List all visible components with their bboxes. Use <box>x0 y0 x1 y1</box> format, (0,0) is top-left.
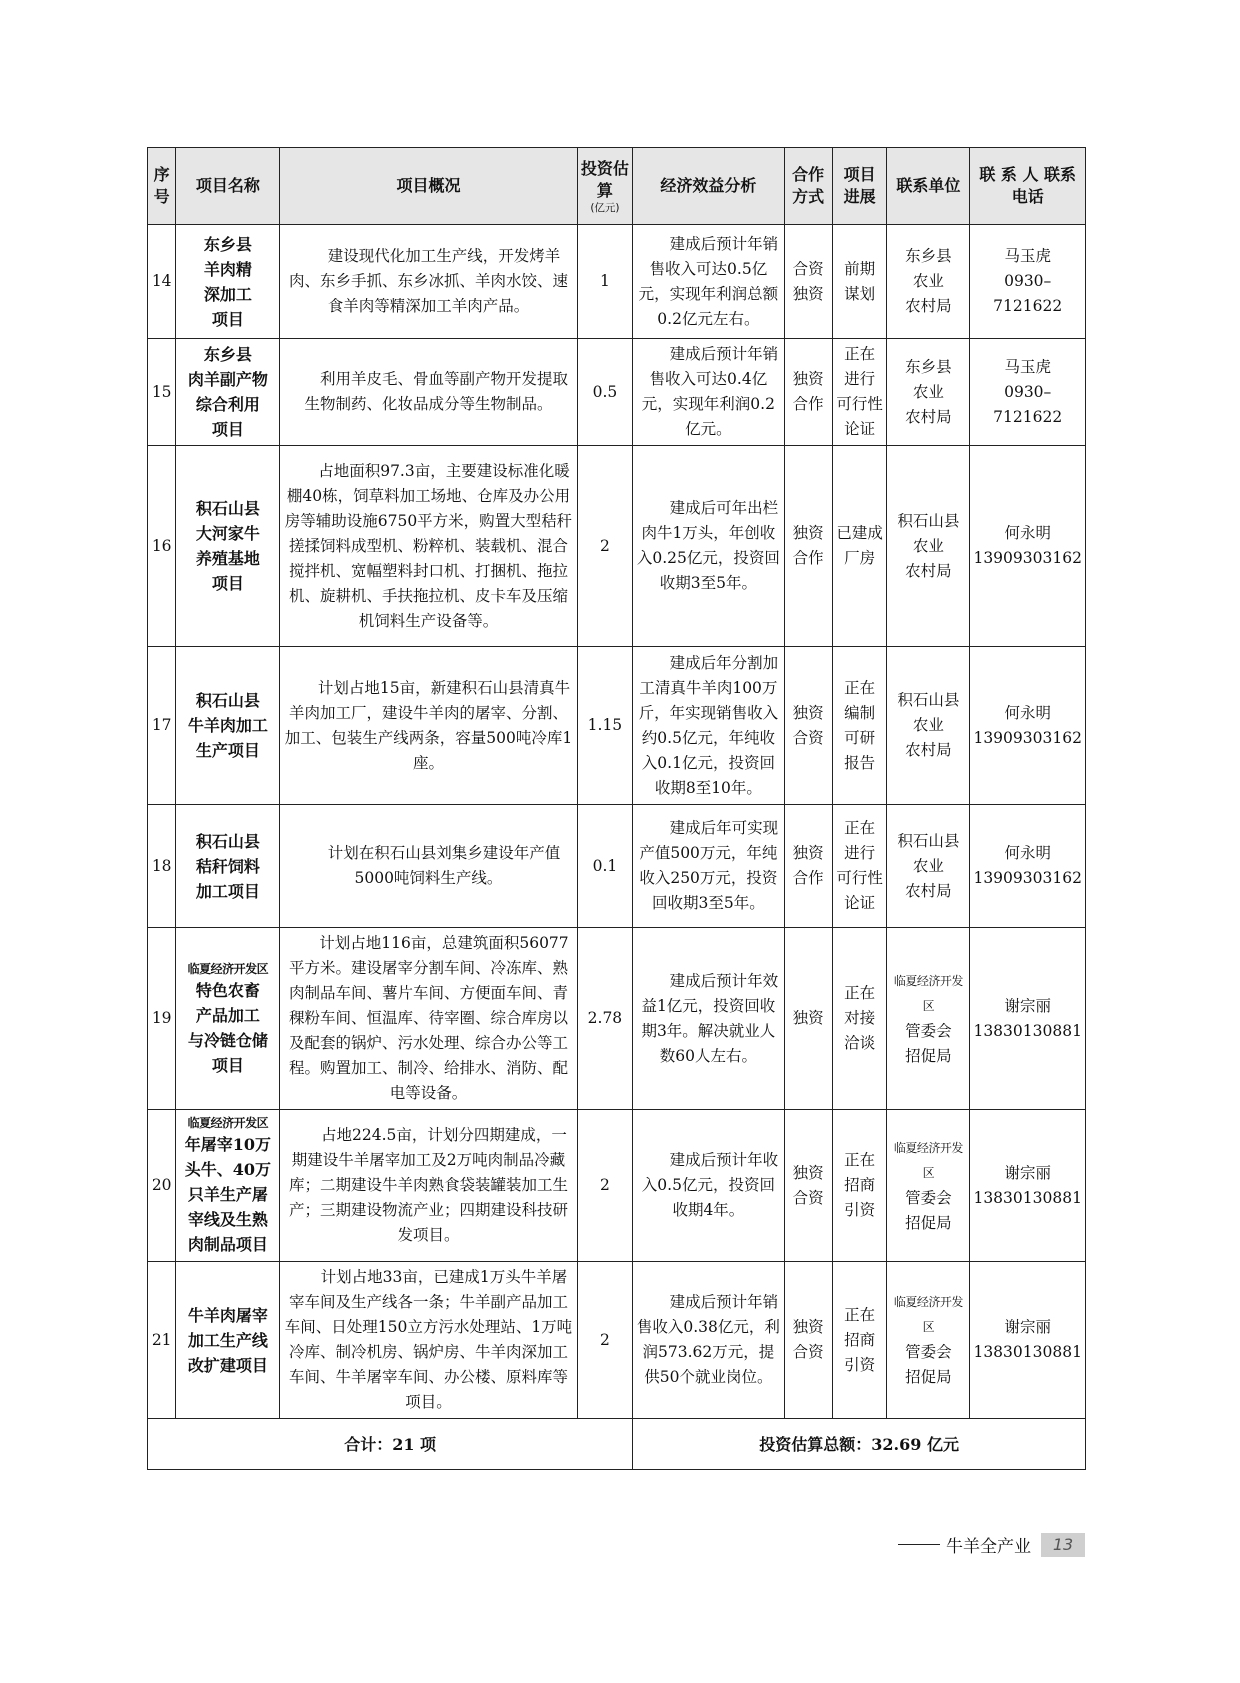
project-name-line: 生产项目 <box>195 741 260 760</box>
project-name-line: 项目 <box>211 309 244 329</box>
investment-value: 1 <box>577 225 633 339</box>
investment-value: 2 <box>577 1262 633 1419</box>
progress-line: 进行 <box>844 844 876 862</box>
cooperation-line: 独资 <box>792 524 824 542</box>
project-progress <box>832 1262 887 1419</box>
progress-line: 对接 <box>844 1009 876 1027</box>
cooperation-line: 合作 <box>792 395 824 413</box>
project-name-line: 改扩建项目 <box>187 1355 268 1375</box>
project-name-line: 年屠宰10万 <box>184 1135 271 1154</box>
progress-line: 正在 <box>844 345 876 363</box>
contact-person <box>970 446 1086 647</box>
contact-unit-line: 农村局 <box>905 881 952 900</box>
project-name-line: 积石山县 <box>195 499 260 518</box>
contact-unit-line: 农业 <box>912 716 944 734</box>
cooperation-line: 合资 <box>792 1343 824 1361</box>
progress-line: 论证 <box>844 420 876 438</box>
contact-phone: 0930–7121622 <box>993 382 1063 426</box>
cooperation-mode <box>784 647 832 805</box>
project-name <box>176 225 280 339</box>
cooperation-line: 独资 <box>792 703 824 722</box>
progress-line: 可行性 <box>836 869 883 887</box>
project-name <box>176 1110 280 1262</box>
project-overview: 利用羊皮毛、骨血等副产物开发提取生物制药、化妆品成分等生物制品。 <box>280 339 577 446</box>
header-progress: 项目进展 <box>832 148 887 225</box>
contact-unit-line: 农村局 <box>905 407 952 426</box>
project-name-line: 头牛、40万 <box>184 1160 271 1179</box>
footer-dash <box>898 1544 940 1546</box>
progress-line: 已建成 <box>836 524 883 542</box>
header-invest <box>577 148 633 225</box>
contact-person <box>970 339 1086 446</box>
project-name-line: 综合利用 <box>195 395 260 414</box>
investment-value: 0.5 <box>577 339 633 446</box>
economic-analysis: 建成后可年出栏肉牛1万头，年创收入0.25亿元，投资回收期3至5年。 <box>633 446 784 647</box>
cooperation-line: 合资 <box>792 728 824 747</box>
project-progress <box>832 647 887 805</box>
header-overview: 项目概况 <box>280 148 577 225</box>
investment-value: 2 <box>577 446 633 647</box>
progress-line: 前期 <box>844 259 876 278</box>
table-row <box>148 1262 1086 1419</box>
progress-line: 可研 <box>844 728 876 747</box>
total-row <box>148 1419 1086 1470</box>
total-count: 合计：21 项 <box>148 1419 633 1470</box>
project-name-line: 项目 <box>211 574 244 593</box>
contact-unit <box>887 928 970 1110</box>
header-unit: 联系单位 <box>887 148 970 225</box>
total-sum: 投资估算总额：32.69 亿元 <box>633 1419 1086 1470</box>
contact-name: 谢宗丽 <box>1004 996 1051 1015</box>
contact-unit <box>887 805 970 928</box>
table-row <box>148 446 1086 647</box>
progress-line: 正在 <box>844 678 876 697</box>
cooperation-mode <box>784 446 832 647</box>
contact-name: 何永明 <box>1004 844 1051 862</box>
cooperation-mode <box>784 928 832 1110</box>
row-number: 21 <box>148 1262 176 1419</box>
contact-person <box>970 225 1086 339</box>
progress-line: 引资 <box>844 1201 876 1219</box>
header-invest-unit: (亿元) <box>590 202 620 214</box>
contact-name: 谢宗丽 <box>1004 1318 1051 1336</box>
contact-unit <box>887 225 970 339</box>
project-progress <box>832 446 887 647</box>
progress-line: 谋划 <box>844 284 876 303</box>
project-name-line: 牛羊肉屠宰 <box>187 1305 268 1325</box>
project-progress <box>832 339 887 446</box>
header-econ: 经济效益分析 <box>633 148 784 225</box>
cooperation-mode <box>784 805 832 928</box>
contact-unit <box>887 1262 970 1419</box>
table-body <box>148 225 1086 1419</box>
contact-person <box>970 805 1086 928</box>
header-name: 项目名称 <box>176 148 280 225</box>
contact-person <box>970 1110 1086 1262</box>
project-table <box>147 147 1086 1470</box>
project-name-line: 积石山县 <box>195 831 260 851</box>
project-region: 临夏经济开发区 <box>187 1116 269 1130</box>
contact-unit-line: 招促局 <box>905 1046 952 1065</box>
cooperation-line: 独资 <box>792 1318 824 1336</box>
cooperation-line: 合作 <box>792 549 824 567</box>
project-name-line: 养殖基地 <box>195 549 260 568</box>
project-name-line: 东乡县 <box>203 345 252 364</box>
contact-unit-org: 临夏经济开发区 <box>893 1140 963 1180</box>
project-overview: 计划在积石山县刘集乡建设年产值5000吨饲料生产线。 <box>280 805 577 928</box>
economic-analysis: 建成后预计年销售收入可达0.4亿元，实现年利润0.2亿元。 <box>633 339 784 446</box>
contact-unit-line: 招促局 <box>905 1213 952 1232</box>
economic-analysis: 建成后年分割加工清真牛羊肉100万斤，年实现销售收入约0.5亿元，年纯收入0.1亿元，投资回收期8至10年。 <box>633 647 784 805</box>
contact-unit <box>887 1110 970 1262</box>
table-row <box>148 928 1086 1110</box>
project-progress <box>832 805 887 928</box>
header-contact: 联 系 人 联系电话 <box>970 148 1086 225</box>
progress-line: 进行 <box>844 370 876 388</box>
header-invest-label: 投资估算 <box>580 159 629 200</box>
row-number: 18 <box>148 805 176 928</box>
contact-unit-line: 招促局 <box>905 1368 952 1386</box>
economic-analysis: 建成后预计年效益1亿元，投资回收期3年。解决就业人数60人左右。 <box>633 928 784 1110</box>
project-name <box>176 805 280 928</box>
project-name-line: 肉羊副产物 <box>187 370 268 389</box>
progress-line: 正在 <box>844 1151 876 1169</box>
progress-line: 厂房 <box>844 549 876 567</box>
project-progress <box>832 225 887 339</box>
contact-unit <box>887 647 970 805</box>
contact-unit-line: 农业 <box>912 272 944 290</box>
contact-unit-line: 农业 <box>912 536 944 555</box>
project-name-line: 特色农畜 <box>195 980 260 1000</box>
economic-analysis: 建成后预计年收入0.5亿元，投资回收期4年。 <box>633 1110 784 1262</box>
header-row <box>148 148 1086 225</box>
contact-phone: 0930–7121622 <box>993 272 1063 315</box>
project-name-line: 深加工 <box>203 284 252 304</box>
project-overview: 计划占地33亩，已建成1万头牛羊屠宰车间及生产线各一条；牛羊副产品加工车间、日处理150立方污水处理站、1万吨冷库、制冷机房、锅炉房、牛羊肉深加工车间、牛羊屠宰车间、办公楼、原料库等项目。 <box>280 1262 577 1419</box>
investment-value: 1.15 <box>577 647 633 805</box>
contact-unit-line: 东乡县 <box>905 357 952 376</box>
project-name <box>176 446 280 647</box>
progress-line: 正在 <box>844 1305 876 1324</box>
contact-unit <box>887 339 970 446</box>
contact-phone: 13909303162 <box>973 869 1082 887</box>
row-number: 16 <box>148 446 176 647</box>
project-name-line: 加工生产线 <box>187 1330 268 1350</box>
project-overview: 占地面积97.3亩，主要建设标准化暖棚40栋，饲草料加工场地、仓库及办公用房等辅助设施6750平方米，购置大型秸秆搓揉饲料成型机、粉粹机、装载机、混合搅拌机、宽幅塑料封口机、打捆机、拖拉机、旋耕机、手扶拖拉机、皮卡车及压缩机饲料生产设备等。 <box>280 446 577 647</box>
cooperation-line: 独资 <box>792 284 824 303</box>
header-no: 序号 <box>148 148 176 225</box>
contact-name: 何永明 <box>1004 524 1051 542</box>
contact-person <box>970 647 1086 805</box>
contact-unit-line: 农业 <box>912 856 944 875</box>
contact-unit-line: 农村局 <box>905 297 952 315</box>
contact-unit-line: 积石山县 <box>897 831 960 850</box>
cooperation-line: 合作 <box>792 869 824 887</box>
row-number: 15 <box>148 339 176 446</box>
page-footer <box>898 1532 1085 1557</box>
contact-unit-line: 管委会 <box>905 1343 952 1361</box>
progress-line: 正在 <box>844 819 876 837</box>
contact-name: 谢宗丽 <box>1004 1163 1051 1182</box>
contact-person <box>970 928 1086 1110</box>
contact-unit-org: 临夏经济开发区 <box>893 973 963 1013</box>
cooperation-mode <box>784 339 832 446</box>
contact-unit-line: 农业 <box>912 382 944 401</box>
economic-analysis: 建成后预计年销售收入可达0.5亿元，实现年利润总额0.2亿元左右。 <box>633 225 784 339</box>
project-name-line: 项目 <box>211 420 244 439</box>
contact-unit-line: 管委会 <box>905 1188 952 1207</box>
progress-line: 洽谈 <box>844 1034 876 1052</box>
project-name-line: 宰线及生熟 <box>187 1210 268 1229</box>
cooperation-mode <box>784 1110 832 1262</box>
contact-person <box>970 1262 1086 1419</box>
cooperation-line: 合资 <box>792 259 824 278</box>
row-number: 14 <box>148 225 176 339</box>
row-number: 17 <box>148 647 176 805</box>
progress-line: 编制 <box>844 703 876 722</box>
header-coop: 合作方式 <box>784 148 832 225</box>
contact-name: 何永明 <box>1004 703 1051 722</box>
project-overview: 占地224.5亩，计划分四期建成，一期建设牛羊屠宰加工及2万吨肉制品冷藏库；二期建设牛羊肉熟食袋装罐装加工生产；三期建设物流产业；四期建设科技研发项目。 <box>280 1110 577 1262</box>
table-row <box>148 339 1086 446</box>
project-name <box>176 928 280 1110</box>
row-number: 20 <box>148 1110 176 1262</box>
contact-unit-line: 积石山县 <box>897 691 960 709</box>
cooperation-line: 独资 <box>792 844 824 862</box>
project-name <box>176 1262 280 1419</box>
project-overview: 建设现代化加工生产线，开发烤羊肉、东乡手抓、东乡冰抓、羊肉水饺、速食羊肉等精深加工羊肉产品。 <box>280 225 577 339</box>
project-name-line: 与冷链仓储 <box>187 1030 268 1050</box>
page-number: 13 <box>1041 1533 1085 1557</box>
progress-line: 引资 <box>844 1355 876 1374</box>
contact-name: 马玉虎 <box>1004 247 1051 265</box>
cooperation-mode <box>784 1262 832 1419</box>
progress-line: 招商 <box>844 1330 876 1349</box>
project-progress <box>832 1110 887 1262</box>
project-region: 临夏经济开发区 <box>187 961 269 976</box>
investment-value: 0.1 <box>577 805 633 928</box>
progress-line: 正在 <box>844 984 876 1002</box>
economic-analysis: 建成后预计年销售收入0.38亿元，利润573.62万元，提供50个就业岗位。 <box>633 1262 784 1419</box>
project-name-line: 产品加工 <box>195 1005 260 1025</box>
cooperation-line: 独资 <box>792 1163 824 1182</box>
contact-phone: 13830130881 <box>973 1021 1082 1040</box>
progress-line: 招商 <box>844 1176 876 1194</box>
contact-unit-line: 积石山县 <box>897 511 960 530</box>
investment-value: 2 <box>577 1110 633 1262</box>
project-name-line: 牛羊肉加工 <box>187 716 268 735</box>
project-name-line: 项目 <box>211 1055 244 1075</box>
contact-unit-org: 临夏经济开发区 <box>893 1295 963 1334</box>
table-row <box>148 805 1086 928</box>
economic-analysis: 建成后年可实现产值500万元，年纯收入250万元，投资回收期3至5年。 <box>633 805 784 928</box>
project-name-line: 秸秆饲料 <box>195 856 260 876</box>
contact-phone: 13830130881 <box>973 1343 1082 1361</box>
table-row <box>148 1110 1086 1262</box>
project-overview: 计划占地116亩，总建筑面积56077平方米。建设屠宰分割车间、冷冻库、熟肉制品车间、薯片车间、方便面车间、青稞粉车间、恒温库、待宰圈、综合库房以及配套的锅炉、污水处理、综合办公等工程。购置加工、制冷、给排水、消防、配电等设备。 <box>280 928 577 1110</box>
project-name-line: 只羊生产屠 <box>187 1185 268 1204</box>
contact-name: 马玉虎 <box>1004 357 1051 376</box>
footer-title: 牛羊全产业 <box>946 1537 1031 1557</box>
contact-unit-line: 农村局 <box>905 741 952 759</box>
contact-unit-line: 农村局 <box>905 561 952 580</box>
project-name-line: 肉制品项目 <box>187 1235 268 1254</box>
project-name-line: 加工项目 <box>195 881 260 901</box>
contact-unit-line: 东乡县 <box>905 247 952 265</box>
cooperation-line: 独资 <box>792 1009 824 1027</box>
contact-unit <box>887 446 970 647</box>
project-name-line: 羊肉精 <box>203 259 252 279</box>
cooperation-mode <box>784 225 832 339</box>
contact-phone: 13909303162 <box>973 728 1082 747</box>
project-overview: 计划占地15亩，新建积石山县清真牛羊肉加工厂，建设牛羊肉的屠宰、分割、加工、包装生产线两条，容量500吨冷库1座。 <box>280 647 577 805</box>
project-name <box>176 339 280 446</box>
project-name-line: 东乡县 <box>203 234 252 254</box>
project-progress <box>832 928 887 1110</box>
cooperation-line: 独资 <box>792 370 824 388</box>
progress-line: 论证 <box>844 894 876 912</box>
table-row <box>148 225 1086 339</box>
contact-phone: 13830130881 <box>973 1188 1082 1207</box>
project-name-line: 积石山县 <box>195 691 260 710</box>
row-number: 19 <box>148 928 176 1110</box>
contact-phone: 13909303162 <box>973 549 1082 567</box>
progress-line: 可行性 <box>836 395 883 413</box>
investment-value: 2.78 <box>577 928 633 1110</box>
table-row <box>148 647 1086 805</box>
cooperation-line: 合资 <box>792 1188 824 1207</box>
contact-unit-line: 管委会 <box>905 1021 952 1040</box>
progress-line: 报告 <box>844 753 876 772</box>
project-name-line: 大河家牛 <box>195 524 260 543</box>
project-name <box>176 647 280 805</box>
